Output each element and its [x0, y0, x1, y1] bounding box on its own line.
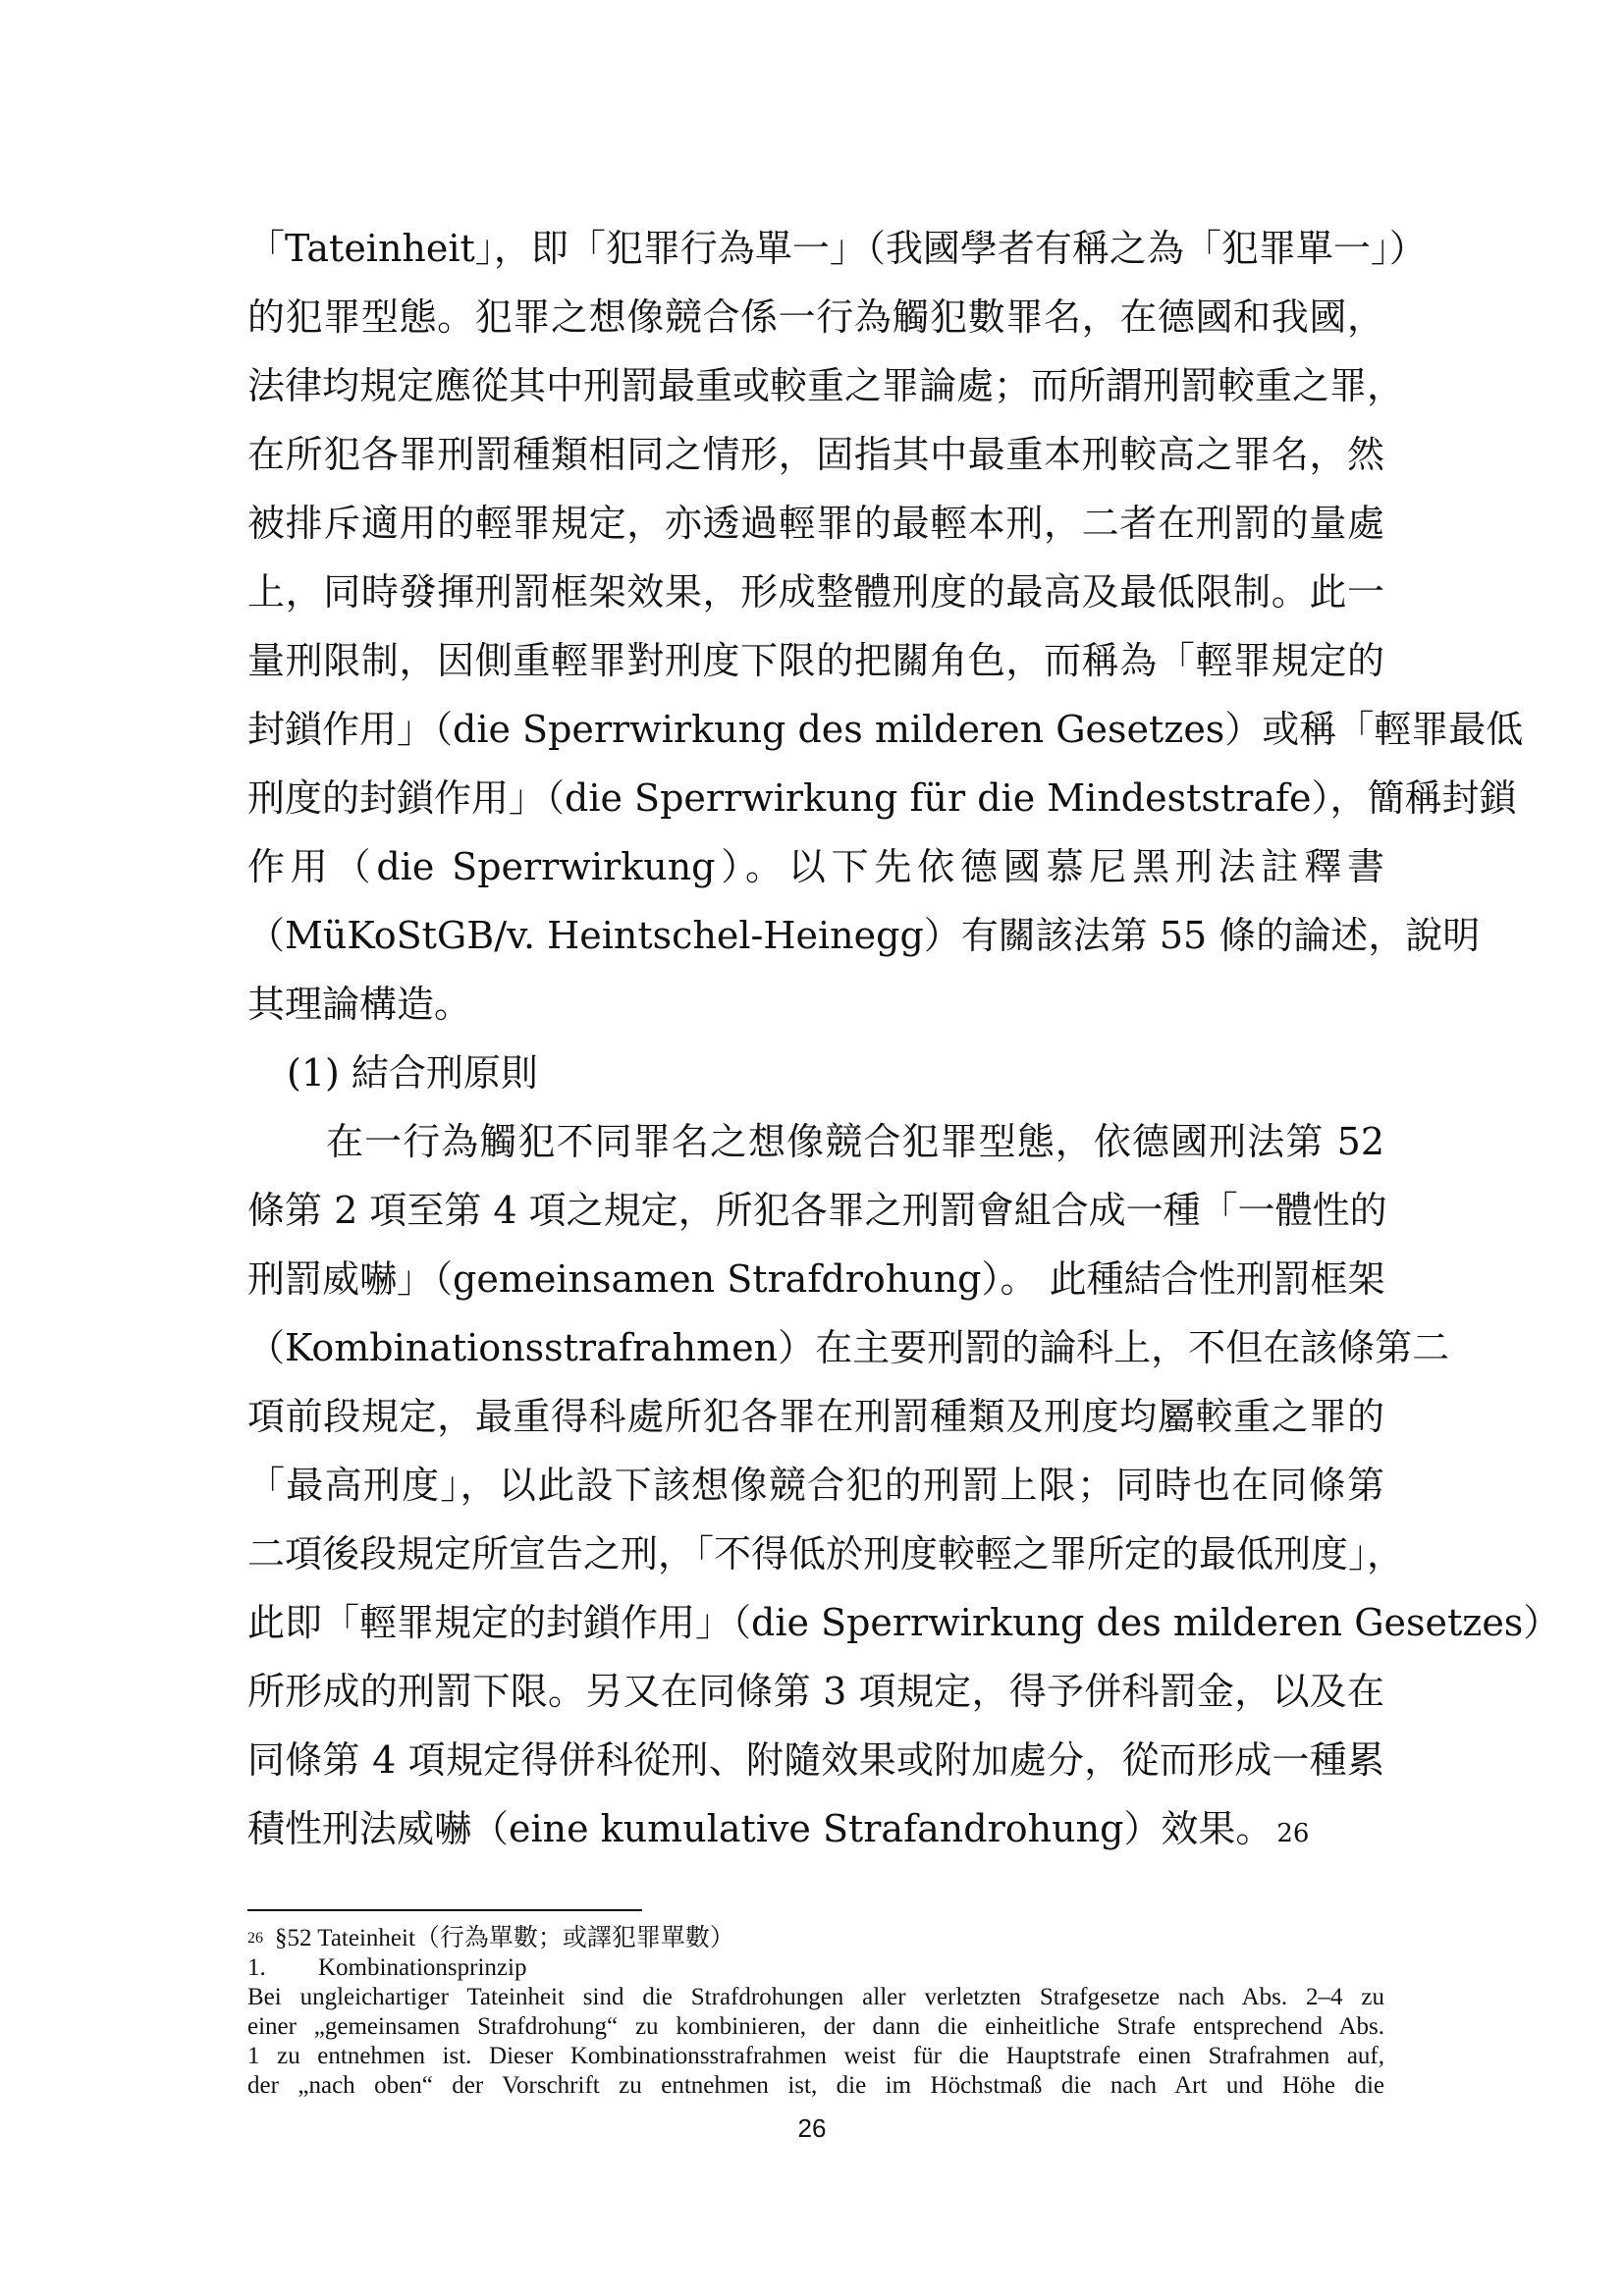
body-line: 法律均規定應從其中刑罰最重或較重之罪論處；而所謂刑罰較重之罪，	[247, 364, 1405, 407]
body-line: （MüKoStGB/v. Heintschel-Heinegg）有關該法第 55 條的論述，說明	[247, 914, 1481, 957]
body-line-text: 積性刑法威嚇（eine kumulative Strafandrohung）效果。	[247, 1807, 1273, 1850]
footnote-line: 1 zu entnehmen ist. Dieser Kombinationsstrafrahmen weist für die Hauptstrafe einen Strafrahmen auf,	[247, 2043, 1384, 2069]
footnote-title: §52 Tateinheit（行為單數；或譯犯罪單數）	[275, 1925, 734, 1951]
main-text	[247, 214, 1561, 1863]
body-line: 所形成的刑罰下限。另又在同條第 3 項規定，得予併科罰金，以及在	[247, 1670, 1384, 1713]
body-line: 在一行為觸犯不同罪名之想像競合犯罪型態，依德國刑法第 52	[326, 1120, 1384, 1163]
footnote-line: der „nach oben“ der Vorschrift zu entnehmen ist, die im Höchstmaß die nach Art und Höhe die	[247, 2072, 1384, 2099]
page-number: 26	[797, 2113, 827, 2143]
body-line: 條第 2 項至第 4 項之規定，所犯各罪之刑罰會組合成一種「一體性的	[247, 1189, 1387, 1232]
body-line: 「最高刑度」，以此設下該想像競合犯的刑罰上限；同時也在同條第	[247, 1464, 1384, 1507]
body-line: 在所犯各罪刑罰種類相同之情形，固指其中最重本刑較高之罪名，然	[247, 433, 1384, 476]
footnote-number: 26	[247, 1930, 263, 1947]
body-line: 項前段規定，最重得科處所犯各罪在刑罰種類及刑度均屬較重之罪的	[247, 1395, 1384, 1438]
body-line: 的犯罪型態。犯罪之想像競合係一行為觸犯數罪名，在德國和我國，	[247, 295, 1384, 339]
footnote-item-title: Kombinationsprinzip	[318, 1954, 527, 1981]
footnote-line: Bei ungleichartiger Tateinheit sind die Strafdrohungen aller verletzten Strafgesetze nach Abs. 2–4 zu	[247, 1984, 1384, 2010]
body-line: 「Tateinheit」，即「犯罪行為單一」（我國學者有稱之為「犯罪單一」）	[247, 227, 1427, 270]
body-line: 此即「輕罪規定的封鎖作用」（die Sperrwirkung des milderen Gesetzes）	[247, 1601, 1561, 1644]
body-line: 量刑限制，因側重輕罪對刑度下限的把關角色，而稱為「輕罪規定的	[247, 639, 1384, 682]
section-heading: (1) 結合刑原則	[287, 1051, 538, 1095]
body-line: （Kombinationsstrafrahmen）在主要刑罰的論科上，不但在該條第二	[247, 1326, 1450, 1369]
body-line: 上，同時發揮刑罰框架效果，形成整體刑度的最高及最低限制。此一	[247, 570, 1384, 614]
body-line: 作用（die Sperrwirkung）。以下先依德國慕尼黑刑法註釋書	[247, 845, 1384, 888]
body-line: 二項後段規定所宣告之刑，「不得低於刑度較輕之罪所定的最低刑度」，	[247, 1532, 1405, 1575]
body-line-last	[247, 1794, 1384, 1863]
footnote-title-line	[247, 1924, 1384, 1953]
body-line: 封鎖作用」（die Sperrwirkung des milderen Gesetzes）或稱「輕罪最低	[247, 708, 1524, 751]
body-line: 其理論構造。	[247, 983, 472, 1026]
footnote-line: einer „gemeinsamen Strafdrohung“ zu kombinieren, der dann die einheitliche Strafe entsprechend Abs.	[247, 2013, 1384, 2040]
footnote-reference[interactable]: 26	[1276, 1819, 1310, 1848]
footnote-item	[247, 1953, 1384, 1983]
footnote-separator	[247, 1909, 642, 1911]
footnote-area	[247, 1924, 1384, 2101]
body-line: 同條第 4 項規定得併科從刑、附隨效果或附加處分，從而形成一種累	[247, 1738, 1384, 1782]
body-line: 刑罰威嚇」（gemeinsamen Strafdrohung）。 此種結合性刑罰框架	[247, 1257, 1385, 1301]
footnote-item-number: 1.	[247, 1954, 266, 1981]
body-line: 被排斥適用的輕罪規定，亦透過輕罪的最輕本刑，二者在刑罰的量處	[247, 502, 1384, 545]
body-line: 刑度的封鎖作用」（die Sperrwirkung für die Mindeststrafe），簡稱封鎖	[247, 776, 1517, 820]
